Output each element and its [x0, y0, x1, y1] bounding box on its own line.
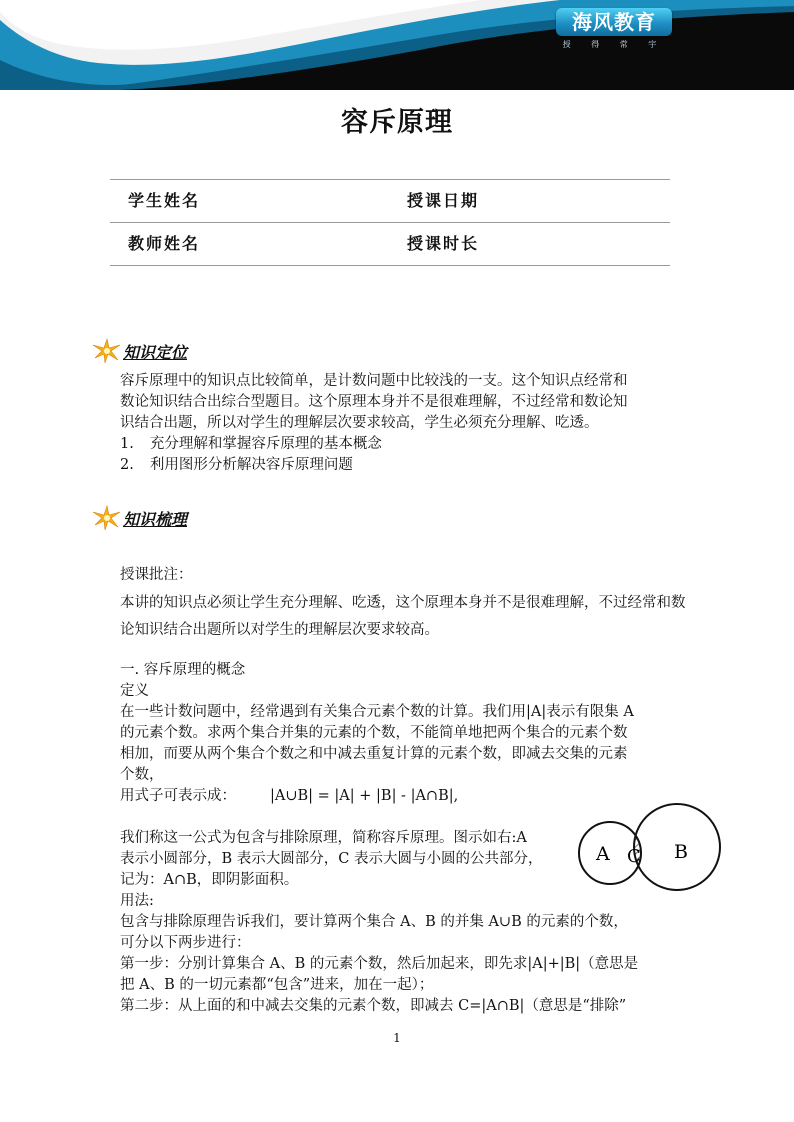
paragraph-line: 表示小圆部分，B 表示大圆部分，C 表示大圆与小圆的公共部分，	[120, 851, 543, 867]
paragraph-line: 容斥原理中的知识点比较简单，是计数问题中比较浅的一支。这个知识点经常和	[120, 373, 628, 389]
page-number: 1	[393, 1031, 401, 1045]
teaching-note-line: 论知识结合出题所以对学生的理解层次要求较高。	[120, 622, 439, 638]
list-text: 利用图形分析解决容斥原理问题	[149, 457, 353, 473]
formula-label: 用式子可表示成：	[120, 788, 236, 804]
paragraph-line: 个数，	[120, 767, 164, 783]
brand-logo: 海风教育	[556, 8, 672, 36]
lesson-date-label: 授课日期	[407, 191, 480, 210]
brand-logo-subtext: 授 得 常 宇	[562, 40, 666, 49]
paragraph-line: 第一步：分别计算集合 A、B 的元素个数，然后加起来，即先求|A|+|B|（意思是	[120, 956, 639, 972]
section-heading-knowledge-position	[92, 338, 187, 364]
usage-label: 用法:	[120, 893, 154, 909]
info-row	[110, 179, 670, 222]
info-row	[110, 222, 670, 266]
section-title: 知识定位	[123, 342, 188, 362]
formula: |A∪B| = |A| + |B| - |A∩B|,	[270, 788, 459, 804]
section-heading-knowledge-review	[92, 505, 187, 531]
paragraph-line: 记为：A∩B，即阴影面积。	[120, 872, 299, 888]
document-title: 容斥原理	[341, 107, 453, 138]
section-title: 知识梳理	[123, 509, 188, 529]
list-number: 1.	[120, 436, 134, 452]
paragraph-line: 可分以下两步进行：	[120, 935, 251, 951]
list-number: 2.	[120, 457, 134, 473]
list-item	[120, 455, 353, 476]
paragraph-line: 数论知识结合出综合型题目。这个原理本身并不是很难理解，不过经常和数论知	[120, 394, 628, 410]
student-info-table	[110, 179, 670, 266]
student-name-label: 学生姓名	[128, 191, 201, 210]
teaching-note-label: 授课批注：	[120, 567, 193, 583]
header-banner	[0, 0, 794, 90]
list-item	[120, 434, 382, 455]
venn-label-b: B	[674, 841, 688, 863]
paragraph-line: 相加，而要从两个集合个数之和中减去重复计算的元素个数，即减去交集的元素	[120, 746, 628, 762]
paragraph-line: 包含与排除原理告诉我们，要计算两个集合 A、B 的并集 A∪B 的元素的个数，	[120, 914, 628, 930]
lesson-duration-label: 授课时长	[407, 234, 480, 253]
formula-line	[120, 786, 458, 807]
paragraph-line: 的元素个数。求两个集合并集的元素的个数，不能简单地把两个集合的元素个数	[120, 725, 628, 741]
venn-label-a: A	[596, 843, 610, 865]
venn-label-c: C	[627, 846, 641, 867]
section-subheading: 一. 容斥原理的概念	[120, 662, 246, 678]
paragraph-line: 第二步：从上面的和中减去交集的元素个数，即减去 C=|A∩B|（意思是“排除”	[120, 998, 627, 1014]
sparkle-icon	[92, 505, 122, 531]
venn-diagram	[576, 800, 722, 892]
paragraph-line: 识结合出题，所以对学生的理解层次要求较高，学生必须充分理解、吃透。	[120, 415, 599, 431]
definition-label: 定义	[120, 683, 149, 699]
teacher-name-label: 教师姓名	[128, 234, 201, 253]
sparkle-icon	[92, 338, 122, 364]
paragraph-line: 把 A、B 的一切元素都“包含”进来，加在一起）；	[120, 977, 434, 993]
paragraph-line: 我们称这一公式为包含与排除原理，简称容斥原理。图示如右:A	[120, 830, 527, 846]
teaching-note-line: 本讲的知识点必须让学生充分理解、吃透，这个原理本身并不是很难理解，不过经常和数	[120, 595, 686, 611]
paragraph-line: 在一些计数问题中，经常遇到有关集合元素个数的计算。我们用|A|表示有限集 A	[120, 704, 634, 720]
list-text: 充分理解和掌握容斥原理的基本概念	[149, 436, 382, 452]
